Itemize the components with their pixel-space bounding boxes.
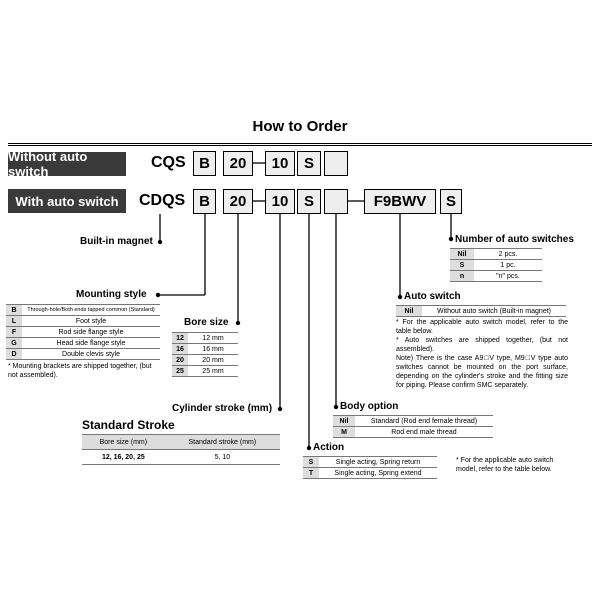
table-cell: 1 pc. <box>474 260 542 271</box>
table-row <box>396 306 566 317</box>
cylinder-stroke-label: Cylinder stroke (mm) <box>172 403 273 414</box>
table-cell: 2 pcs. <box>474 249 542 260</box>
table-row <box>6 305 160 316</box>
table-cell: 25 <box>172 366 188 377</box>
table-cell: Rod end male thread <box>355 427 493 438</box>
body-option-table <box>333 415 493 438</box>
standard-stroke-title: Standard Stroke <box>82 418 175 432</box>
cell-mount-1: B <box>193 151 216 176</box>
table-cell: 20 <box>172 355 188 366</box>
table-cell: Rod side flange style <box>22 327 160 338</box>
standard-stroke-table <box>82 434 280 465</box>
table-row <box>82 450 280 465</box>
table-cell: 25 mm <box>188 366 238 377</box>
table-row <box>172 344 238 355</box>
table-row <box>6 349 160 360</box>
table-row <box>172 333 238 344</box>
cqs-prefix: CQS <box>151 154 186 171</box>
table-cell: Bore size (mm) <box>82 435 165 450</box>
table-row <box>333 416 493 427</box>
builtin-magnet-label: Built-in magnet <box>80 236 153 247</box>
table-cell: Foot style <box>22 316 160 327</box>
auto-switch-title: Auto switch <box>404 291 461 302</box>
action-table <box>303 456 437 479</box>
bore-size-table <box>172 332 238 377</box>
table-cell: Single acting, Spring extend <box>319 468 437 479</box>
table-row <box>303 457 437 468</box>
table-cell: 5, 10 <box>165 450 280 465</box>
with-switch-label: With auto switch <box>8 189 126 213</box>
table-cell: n <box>450 271 474 282</box>
cell-action-1: S <box>297 151 321 176</box>
table-cell: 12 <box>172 333 188 344</box>
table-cell: M <box>333 427 355 438</box>
body-option-title: Body option <box>340 401 399 412</box>
table-cell: 12 mm <box>188 333 238 344</box>
bore-size-title: Bore size <box>184 317 229 328</box>
auto-switch-table <box>396 305 566 317</box>
number-switches-table <box>450 248 542 282</box>
table-row <box>6 316 160 327</box>
table-row <box>303 468 437 479</box>
table-cell: Standard (Rod end female thread) <box>355 416 493 427</box>
table-cell: Single acting, Spring return <box>319 457 437 468</box>
cell-switch: F9BWV <box>364 189 436 214</box>
table-cell: Standard stroke (mm) <box>165 435 280 450</box>
auto-switch-notes: * For the applicable auto switch model, refer to the table below. * Auto switches are shipped together, (but not assembled). Note) There is the case A9□V type, M9□V type auto switches cannot be mounted on the port surface, depending on the cylinder's stroke and the fitting size for piping. Please confirm SMC separately. <box>396 319 568 389</box>
table-row <box>6 338 160 349</box>
mounting-style-title: Mounting style <box>76 289 147 300</box>
table-cell: L <box>6 316 22 327</box>
cell-stroke-1: 10 <box>265 151 295 176</box>
table-cell: Head side flange style <box>22 338 160 349</box>
mounting-note: * Mounting brackets are shipped together, (but not assembled). <box>8 363 152 379</box>
page-title: How to Order <box>252 118 348 135</box>
cell-qty: S <box>440 189 462 214</box>
table-row <box>82 435 280 450</box>
without-switch-label: Without auto switch <box>8 152 126 176</box>
table-row <box>450 271 542 282</box>
table-cell: B <box>6 305 22 316</box>
cell-action-2: S <box>297 189 321 214</box>
action-title: Action <box>313 442 345 453</box>
table-cell: Nil <box>333 416 355 427</box>
cell-bore-1: 20 <box>223 151 253 176</box>
table-cell: Without auto switch (Built-in magnet) <box>422 306 566 317</box>
table-cell: "n" pcs. <box>474 271 542 282</box>
table-row <box>333 427 493 438</box>
table-cell: S <box>450 260 474 271</box>
table-cell: 20 mm <box>188 355 238 366</box>
cell-bore-2: 20 <box>223 189 253 214</box>
table-row <box>450 249 542 260</box>
table-cell: F <box>6 327 22 338</box>
table-cell: 12, 16, 20, 25 <box>82 450 165 465</box>
table-row <box>6 327 160 338</box>
table-cell: D <box>6 349 22 360</box>
table-cell: 16 mm <box>188 344 238 355</box>
table-row <box>450 260 542 271</box>
table-cell: G <box>6 338 22 349</box>
table-cell: Nil <box>396 306 422 317</box>
table-row <box>172 355 238 366</box>
number-switches-title: Number of auto switches <box>455 234 574 245</box>
table-cell: Through-hole/Both ends tapped common (Standard) <box>22 305 160 316</box>
table-cell: T <box>303 468 319 479</box>
table-cell: 16 <box>172 344 188 355</box>
mounting-style-table <box>6 304 160 360</box>
cdqs-prefix: CDQS <box>139 192 186 209</box>
table-cell: Nil <box>450 249 474 260</box>
cell-mount-2: B <box>193 189 216 214</box>
table-cell: S <box>303 457 319 468</box>
action-note: * For the applicable auto switch model, refer to the table below. <box>456 457 554 473</box>
cell-stroke-2: 10 <box>265 189 295 214</box>
table-row <box>172 366 238 377</box>
table-cell: Double clevis style <box>22 349 160 360</box>
